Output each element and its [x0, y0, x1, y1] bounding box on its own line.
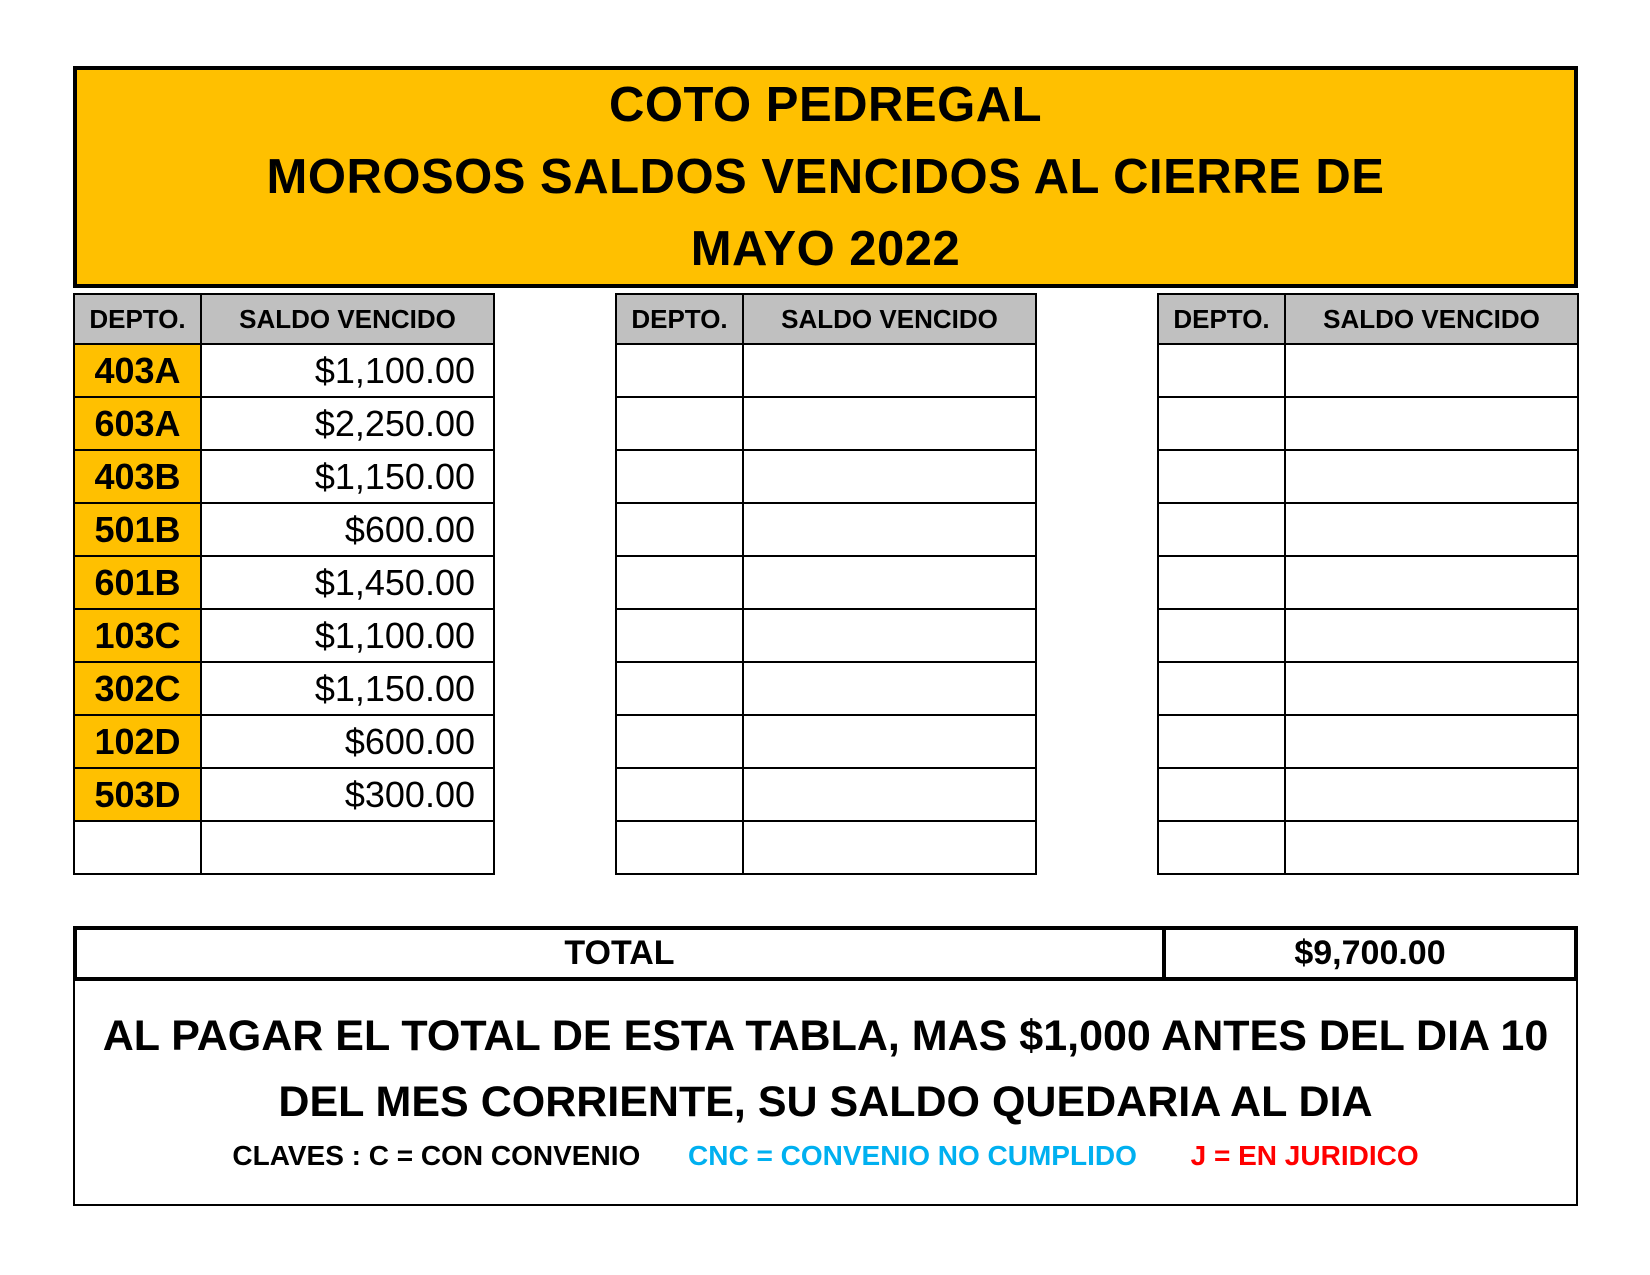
key-convenio: CLAVES : C = CON CONVENIO — [232, 1140, 641, 1171]
depto-cell — [1158, 450, 1285, 503]
depto-cell — [616, 503, 743, 556]
table-row — [1158, 662, 1578, 715]
saldo-column-header: SALDO VENCIDO — [201, 294, 494, 344]
saldo-cell — [743, 662, 1036, 715]
depto-cell: 403B — [74, 450, 201, 503]
saldo-cell — [1285, 397, 1578, 450]
keys-legend — [73, 1140, 1578, 1172]
saldo-cell: $1,450.00 — [201, 556, 494, 609]
table-row — [74, 768, 494, 821]
table-row — [616, 609, 1036, 662]
header-subtitle: MOROSOS SALDOS VENCIDOS AL CIERRE DE — [266, 150, 1385, 204]
table-row — [74, 715, 494, 768]
depto-cell — [1158, 609, 1285, 662]
saldo-cell — [1285, 344, 1578, 397]
depto-cell — [1158, 715, 1285, 768]
depto-cell: 503D — [74, 768, 201, 821]
table-row — [616, 662, 1036, 715]
depto-cell — [616, 397, 743, 450]
saldo-cell — [743, 503, 1036, 556]
saldo-column-header: SALDO VENCIDO — [1285, 294, 1578, 344]
report-header — [73, 66, 1578, 288]
notice-line-1: AL PAGAR EL TOTAL DE ESTA TABLA, MAS $1,000 ANTES DEL DIA 10 — [102, 1012, 1549, 1060]
saldo-cell — [743, 821, 1036, 874]
table-row — [1158, 450, 1578, 503]
depto-cell — [1158, 768, 1285, 821]
table-header-row — [1158, 294, 1578, 344]
saldo-cell: $1,100.00 — [201, 344, 494, 397]
depto-cell — [616, 344, 743, 397]
depto-cell: 103C — [74, 609, 201, 662]
saldo-cell: $1,150.00 — [201, 662, 494, 715]
saldo-cell: $300.00 — [201, 768, 494, 821]
saldo-cell — [743, 556, 1036, 609]
depto-cell — [1158, 503, 1285, 556]
depto-cell — [616, 609, 743, 662]
table-row — [1158, 821, 1578, 874]
depto-column-header: DEPTO. — [74, 294, 201, 344]
depto-cell — [616, 768, 743, 821]
saldo-cell: $1,150.00 — [201, 450, 494, 503]
depto-column-header: DEPTO. — [1158, 294, 1285, 344]
table-row — [1158, 556, 1578, 609]
table-row — [74, 503, 494, 556]
key-convenio-no-cumplido: CNC = CONVENIO NO CUMPLIDO — [688, 1140, 1137, 1171]
saldo-cell — [1285, 821, 1578, 874]
depto-cell: 302C — [74, 662, 201, 715]
depto-cell: 601B — [74, 556, 201, 609]
depto-cell — [1158, 821, 1285, 874]
table-row — [616, 821, 1036, 874]
saldo-cell: $2,250.00 — [201, 397, 494, 450]
saldo-cell — [1285, 503, 1578, 556]
saldo-cell — [201, 821, 494, 874]
saldo-cell — [743, 397, 1036, 450]
saldo-cell: $600.00 — [201, 715, 494, 768]
depto-cell — [616, 821, 743, 874]
depto-cell — [1158, 556, 1285, 609]
depto-column-header: DEPTO. — [616, 294, 743, 344]
depto-cell — [1158, 662, 1285, 715]
table-row — [616, 344, 1036, 397]
saldo-cell: $1,100.00 — [201, 609, 494, 662]
depto-cell — [616, 715, 743, 768]
saldo-cell — [1285, 609, 1578, 662]
table-row — [74, 609, 494, 662]
header-title: COTO PEDREGAL — [608, 78, 1043, 132]
saldo-cell — [743, 450, 1036, 503]
table-row — [74, 450, 494, 503]
key-juridico: J = EN JURIDICO — [1190, 1140, 1419, 1171]
payment-notice — [73, 1003, 1578, 1135]
total-label: TOTAL — [77, 930, 1166, 977]
debt-table-2 — [615, 293, 1037, 875]
saldo-cell — [1285, 715, 1578, 768]
depto-cell — [74, 821, 201, 874]
header-period: MAYO 2022 — [690, 222, 961, 276]
table-row — [1158, 768, 1578, 821]
saldo-cell — [743, 609, 1036, 662]
saldo-cell — [743, 768, 1036, 821]
table-row — [616, 450, 1036, 503]
saldo-column-header: SALDO VENCIDO — [743, 294, 1036, 344]
depto-cell — [616, 450, 743, 503]
table-row — [616, 397, 1036, 450]
table-row — [74, 397, 494, 450]
notice-line-2: DEL MES CORRIENTE, SU SALDO QUEDARIA AL DIA — [278, 1078, 1373, 1126]
saldo-cell — [1285, 556, 1578, 609]
depto-cell: 102D — [74, 715, 201, 768]
table-row — [1158, 609, 1578, 662]
depto-cell — [1158, 344, 1285, 397]
depto-cell — [616, 662, 743, 715]
saldo-cell — [1285, 450, 1578, 503]
saldo-cell — [1285, 768, 1578, 821]
table-row — [74, 344, 494, 397]
saldo-cell — [743, 715, 1036, 768]
saldo-cell: $600.00 — [201, 503, 494, 556]
table-row — [616, 556, 1036, 609]
table-row — [74, 821, 494, 874]
depto-cell: 403A — [74, 344, 201, 397]
depto-cell: 501B — [74, 503, 201, 556]
saldo-cell — [1285, 662, 1578, 715]
table-row — [616, 503, 1036, 556]
total-value: $9,700.00 — [1294, 934, 1446, 972]
table-header-row — [616, 294, 1036, 344]
debt-table-3 — [1157, 293, 1579, 875]
table-row — [616, 768, 1036, 821]
saldo-cell — [743, 344, 1036, 397]
total-row — [73, 926, 1578, 981]
depto-cell: 603A — [74, 397, 201, 450]
depto-cell — [1158, 397, 1285, 450]
table-row — [74, 662, 494, 715]
table-header-row — [74, 294, 494, 344]
table-row — [74, 556, 494, 609]
debt-table-1 — [73, 293, 495, 875]
table-row — [616, 715, 1036, 768]
table-row — [1158, 397, 1578, 450]
table-row — [1158, 715, 1578, 768]
table-row — [1158, 503, 1578, 556]
table-row — [1158, 344, 1578, 397]
depto-cell — [616, 556, 743, 609]
